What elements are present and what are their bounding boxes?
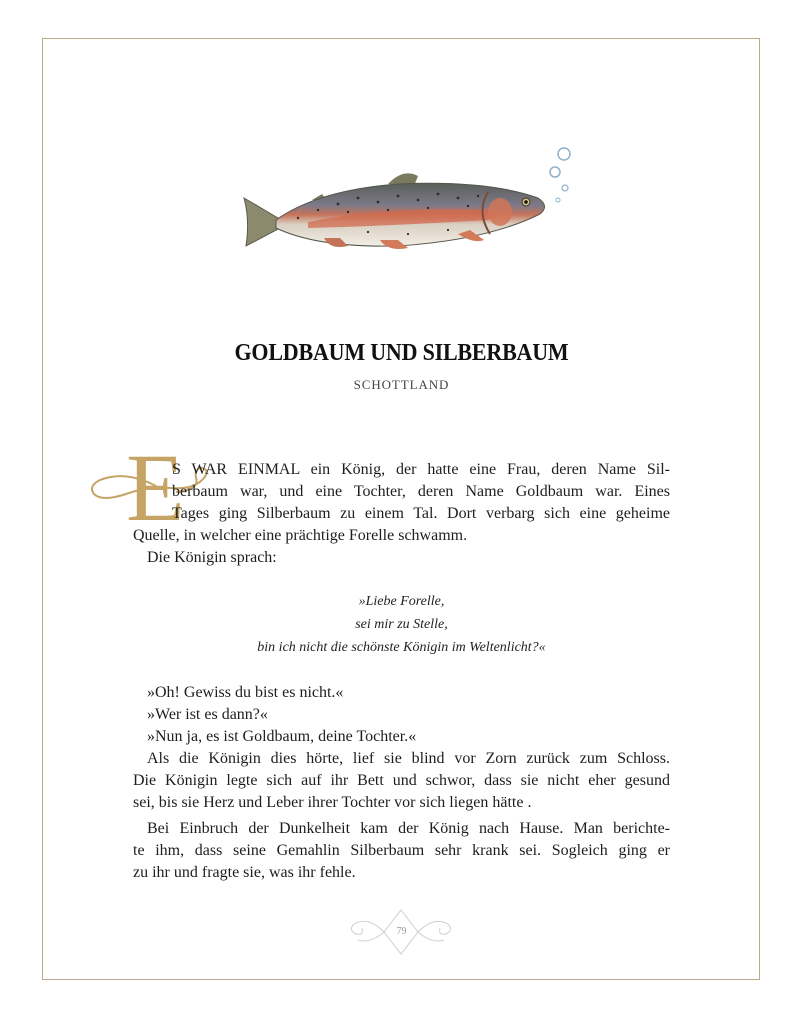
dialogue-line: »Nun ja, es ist Goldbaum, deine Tochter.«	[147, 728, 417, 745]
text-line: Bei Einbruch der Dunkelheit kam der König nach Hause. Man berichte-	[147, 820, 670, 837]
story-title: GOLDBAUM UND SILBERBAUM	[234, 337, 569, 366]
text-line: Die Königin legte sich auf ihr Bett und schwor, dass sie nicht eher gesund	[133, 772, 670, 789]
text-line: S WAR EINMAL ein König, der hatte eine Frau, deren Name Sil-	[172, 461, 670, 478]
text-line: Quelle, in welcher eine prächtige Forelle schwamm.	[133, 527, 468, 544]
verse-line: bin ich nicht die schönste Königin im Weltenlicht?«	[257, 640, 546, 655]
page-number: 79	[396, 926, 407, 937]
verse-line: sei mir zu Stelle,	[355, 617, 448, 632]
text-line: Als die Königin dies hörte, lief sie blind vor Zorn zurück zum Schloss.	[147, 750, 670, 767]
text-line: Tages ging Silberbaum zu einem Tal. Dort verbarg sich eine geheime	[172, 505, 670, 522]
dialogue-line: »Oh! Gewiss du bist es nicht.«	[147, 684, 344, 701]
text-line: te ihm, dass seine Gemahlin Silberbaum sehr krank sei. Sogleich ging er	[133, 842, 670, 859]
text-line: sei, bis sie Herz und Leber ihrer Tochter vor sich liegen hätte .	[133, 794, 532, 811]
story-origin: SCHOTTLAND	[353, 377, 450, 392]
dialogue-line: »Wer ist es dann?«	[147, 706, 268, 723]
text-line: berbaum war, und eine Tochter, deren Name Goldbaum war. Eines	[172, 483, 670, 500]
trout-illustration	[238, 140, 578, 260]
verse-line: »Liebe Forelle,	[358, 594, 445, 609]
text-line: Die Königin sprach:	[147, 549, 277, 566]
text-line: zu ihr und fragte sie, was ihr fehle.	[133, 864, 356, 881]
dropcap-letter: E	[126, 434, 185, 541]
